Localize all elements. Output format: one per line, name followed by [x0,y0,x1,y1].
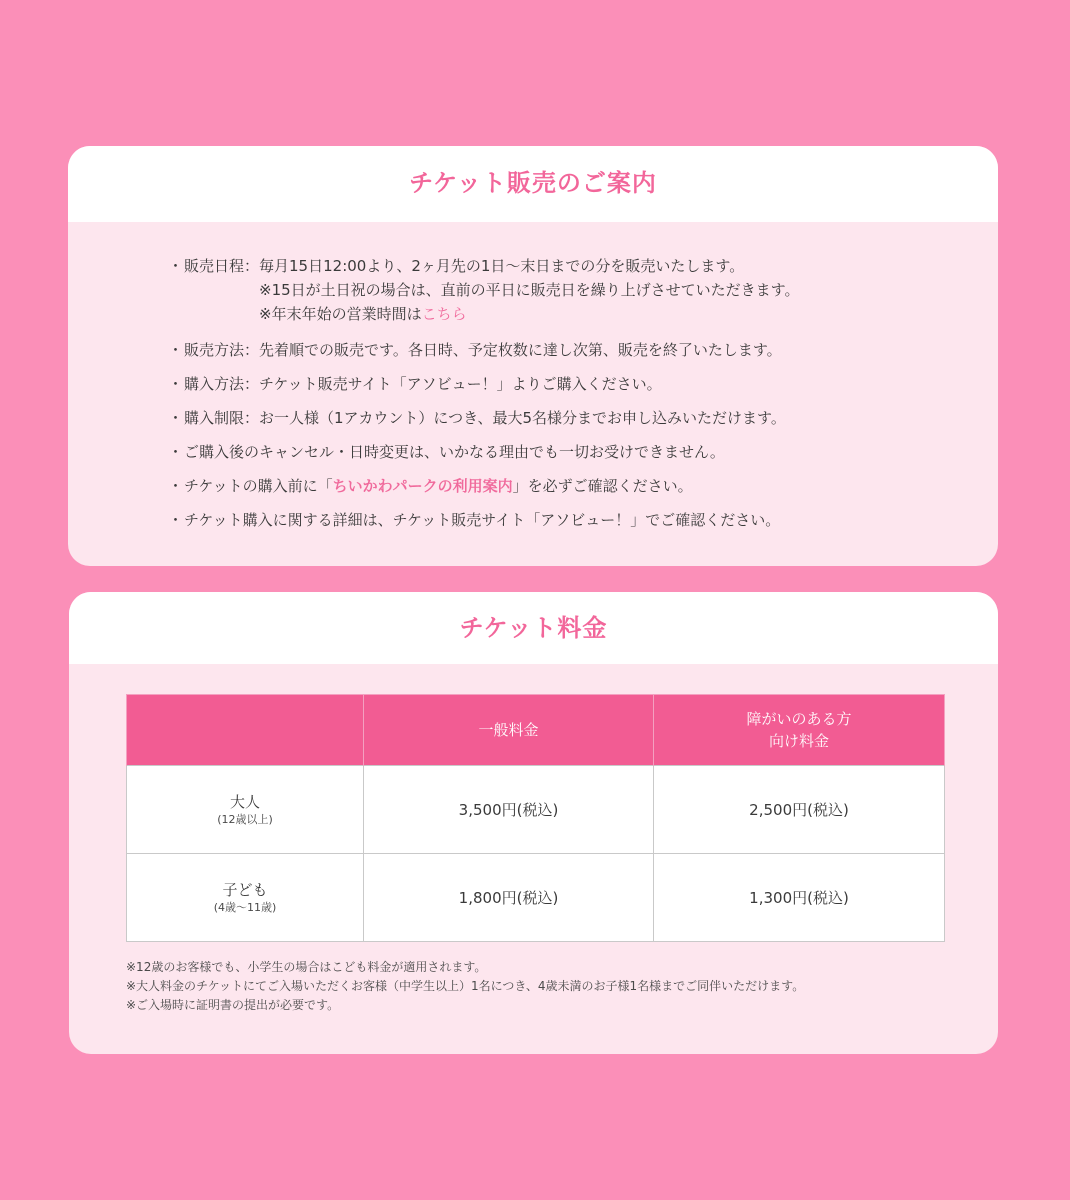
usage-guide-link[interactable]: ちいかわパークの利用案内 [332,477,513,495]
table-row [127,854,945,942]
bullet: ・ [168,409,184,427]
general-price-cell: 3,500円(税込) [364,766,654,854]
header-general-price: 一般料金 [364,695,654,766]
sales-method-item [168,338,998,362]
age-category-name: 大人 [229,792,260,811]
general-price-cell: 1,800円(税込) [364,854,654,942]
details-text: チケット購入に関する詳細は、チケット販売サイト「アソビュー！」でご確認ください。 [184,511,781,529]
age-category-range: (12歳以上) [217,812,273,826]
purchase-limit-item [168,406,998,430]
disability-price-cell: 2,500円(税込) [654,766,945,854]
bullet: ・ [168,477,184,495]
sales-schedule-item [168,254,998,326]
details-item [168,508,998,532]
purchase-method-label: 購入方法： [184,375,260,393]
cancellation-item [168,440,998,464]
ticket-sales-list [68,222,998,532]
header-disability-price [654,695,945,766]
usage-guide-item [168,474,998,498]
ticket-sales-card [68,146,998,566]
sales-schedule-line-2: ※15日が土日祝の場合は、直前の平日に販売日を繰り上げさせていただきます。 [259,281,800,299]
header-disability-line-1: 障がいのある方 [746,710,852,728]
purchase-limit-text: お一人様（1アカウント）につき、最大5名様分までお申し込みいただけます。 [259,409,786,427]
price-note: ※12歳のお客様でも、小学生の場合はこども料金が適用されます。 [126,960,487,974]
usage-guide-suffix: 」を必ずご確認ください。 [512,477,693,495]
ticket-sales-title: チケット販売のご案内 [68,146,998,222]
age-category-name: 子ども [222,880,268,899]
table-row [127,766,945,854]
bullet: ・ [168,375,184,393]
age-category-cell [127,766,364,854]
age-category-range: (4歳〜11歳) [213,900,277,914]
bullet: ・ [168,257,184,275]
header-disability-line-2: 向け料金 [768,732,829,750]
usage-guide-prefix: チケットの購入前に「 [184,477,333,495]
ticket-price-title: チケット料金 [69,592,998,664]
year-end-hours-link[interactable]: こちら [421,305,467,323]
sales-method-text: 先着順での販売です。各日時、予定枚数に達し次第、販売を終了いたします。 [259,341,782,359]
purchase-method-text: チケット販売サイト「アソビュー！」よりご購入ください。 [259,375,662,393]
price-notes [126,958,804,1015]
usage-guide-text [184,474,693,498]
disability-price-cell: 1,300円(税込) [654,854,945,942]
purchase-method-item [168,372,998,396]
sales-schedule-line-3 [259,302,799,326]
bullet: ・ [168,341,184,359]
year-end-hours-text: ※年末年始の営業時間は [259,305,422,323]
price-note: ※大人料金のチケットにてご入場いただくお客様（中学生以上）1名につき、4歳未満のお子様1名様までご同伴いただけます。 [126,979,805,993]
sales-schedule-body [259,254,799,326]
sales-method-label: 販売方法： [184,341,260,359]
purchase-limit-label: 購入制限： [184,409,260,427]
cancellation-text: ご購入後のキャンセル・日時変更は、いかなる理由でも一切お受けできません。 [184,443,725,461]
bullet: ・ [168,443,184,461]
bullet: ・ [168,511,184,529]
price-table-header-row [127,695,945,766]
price-note: ※ご入場時に証明書の提出が必要です。 [126,998,340,1012]
header-empty-cell [127,695,364,766]
ticket-price-card [69,592,998,1054]
price-table [126,694,945,942]
sales-schedule-line-1: 毎月15日12:00より、2ヶ月先の1日〜末日までの分を販売いたします。 [259,257,745,275]
age-category-cell [127,854,364,942]
sales-schedule-label: 販売日程： [184,257,260,275]
